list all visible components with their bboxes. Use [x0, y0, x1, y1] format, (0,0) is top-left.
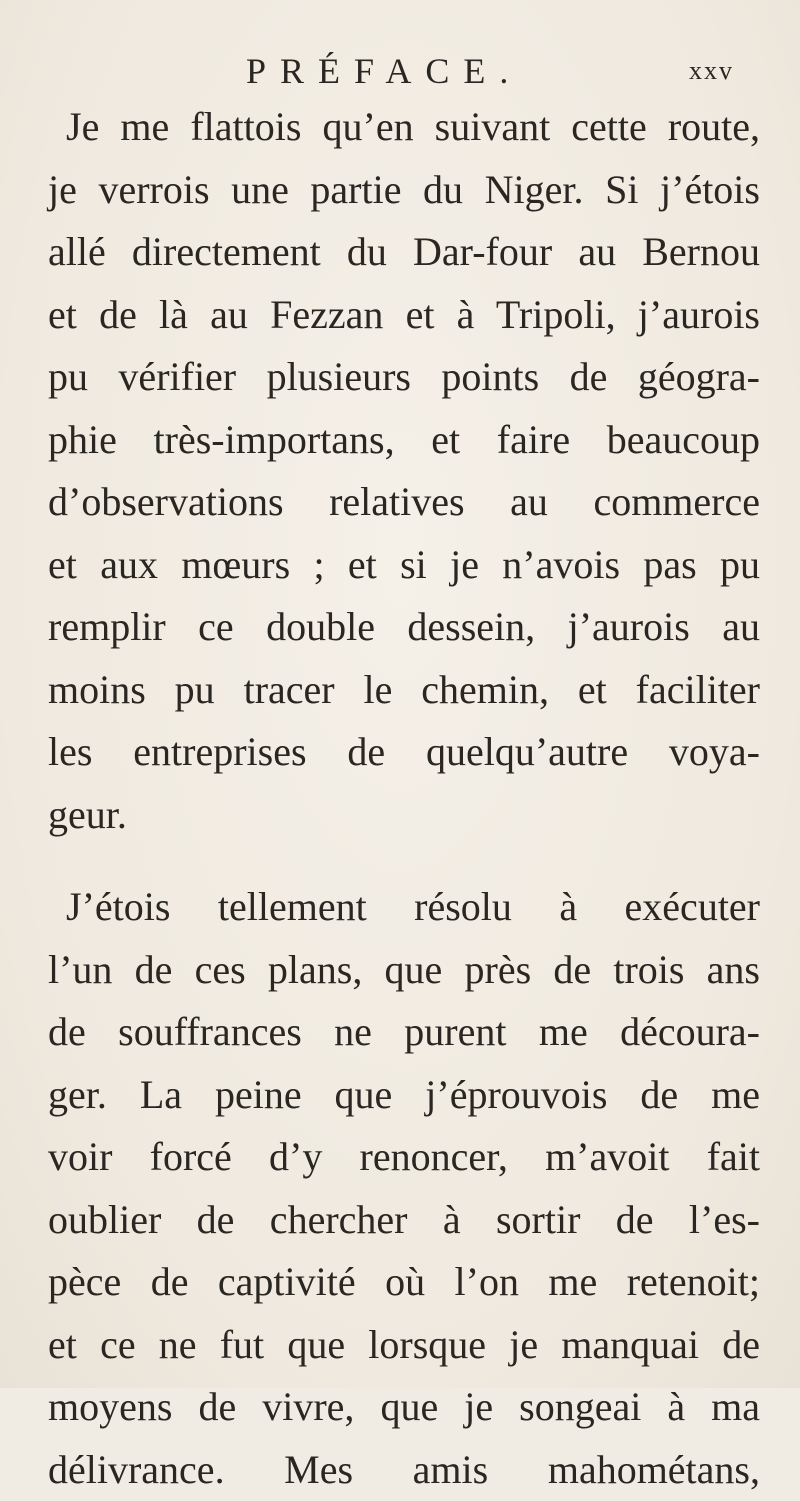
- text-line: phie très-importans, et faire beaucoup: [48, 409, 760, 472]
- text-line: et ce ne fut que lorsque je manquai de: [48, 1314, 760, 1377]
- body-text: [48, 96, 760, 1501]
- page-header: [0, 50, 800, 100]
- text-line: allé directement du Dar-four au Bernou: [48, 221, 760, 284]
- text-line: d’observations relatives au commerce: [48, 471, 760, 534]
- text-line: ger. La peine que j’éprouvois de me: [48, 1064, 760, 1127]
- text-line: voir forcé d’y renoncer, m’avoit fait: [48, 1126, 760, 1189]
- text-line: J’étois tellement résolu à exécuter: [48, 876, 760, 939]
- text-line: l’un de ces plans, que près de trois ans: [48, 939, 760, 1002]
- paragraph-2: [48, 876, 760, 1501]
- text-line: geur.: [48, 784, 760, 847]
- text-line: les entreprises de quelqu’autre voya-: [48, 721, 760, 784]
- text-line: remplir ce double dessein, j’aurois au: [48, 596, 760, 659]
- paragraph-1: [48, 96, 760, 846]
- text-line: moyens de vivre, que je songeai à ma: [48, 1376, 760, 1439]
- running-title: PRÉFACE.: [246, 50, 522, 92]
- text-line: et de là au Fezzan et à Tripoli, j’aurois: [48, 284, 760, 347]
- text-line: pu vérifier plusieurs points de géogra-: [48, 346, 760, 409]
- text-line: je verrois une partie du Niger. Si j’étois: [48, 159, 760, 222]
- text-line: délivrance. Mes amis mahométans,: [48, 1439, 760, 1501]
- text-line: et aux mœurs ; et si je n’avois pas pu: [48, 534, 760, 597]
- text-line: de souffrances ne purent me découra-: [48, 1001, 760, 1064]
- text-line: oublier de chercher à sortir de l’es-: [48, 1189, 760, 1252]
- text-line: Je me flattois qu’en suivant cette route,: [48, 96, 760, 159]
- paragraph-gap: [48, 846, 760, 876]
- text-line: moins pu tracer le chemin, et faciliter: [48, 659, 760, 722]
- text-line: pèce de captivité où l’on me retenoit;: [48, 1251, 760, 1314]
- page-number: xxv: [689, 56, 734, 86]
